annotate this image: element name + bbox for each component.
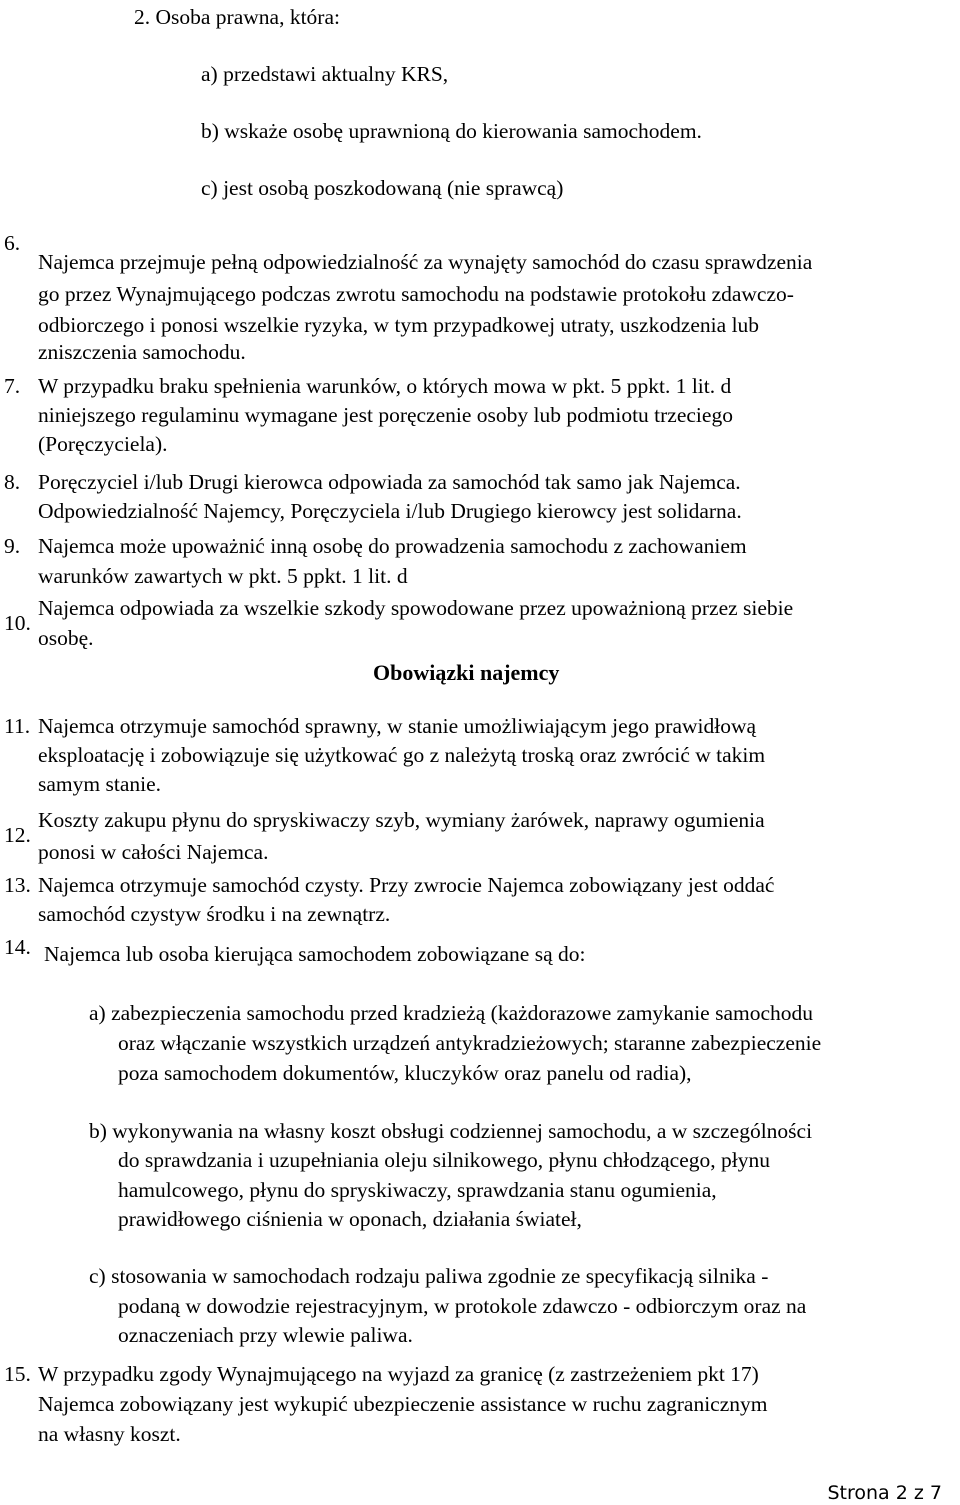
item-14-option-c-line-1: c) stosowania w samochodach rodzaju paliwa zgodnie ze specyfikacją silnika -: [89, 1264, 769, 1288]
item-6-line-3: odbiorczego i ponosi wszelkie ryzyka, w tym przypadkowej utraty, uszkodzenia lub: [38, 313, 760, 337]
item-15-line-2: Najemca zobowiązany jest wykupić ubezpieczenie assistance w ruchu zagranicznym: [38, 1392, 768, 1416]
item-14-option-b-line-3: hamulcowego, płynu do spryskiwaczy, sprawdzania stanu ogumienia,: [118, 1178, 717, 1202]
item-7-line-3: (Poręczyciela).: [38, 432, 168, 456]
item-15-line-3: na własny koszt.: [38, 1422, 181, 1446]
item-8-line-1: Poręczyciel i/lub Drugi kierowca odpowiada za samochód tak samo jak Najemca.: [38, 470, 741, 494]
item-10-number: 10.: [4, 611, 31, 635]
item-14-option-c-line-3: oznaczeniach przy wlewie paliwa.: [118, 1323, 413, 1347]
item-14-option-a-line-2: oraz włączanie wszystkich urządzeń antykradzieżowych; staranne zabezpieczenie: [118, 1031, 822, 1055]
item-14-option-c-line-2: podaną w dowodzie rejestracyjnym, w protokole zdawczo - odbiorczym oraz na: [118, 1294, 807, 1318]
page-counter-label: Strona: [827, 1482, 890, 1504]
item-11-number: 11.: [4, 714, 31, 738]
item-13-line-2: samochód czystyw środku i na zewnątrz.: [38, 902, 391, 926]
item-14-option-b-line-2: do sprawdzania i uzupełniania oleju silnikowego, płynu chłodzącego, płynu: [118, 1148, 770, 1172]
item-2-option-b: b) wskaże osobę uprawnioną do kierowania samochodem.: [201, 119, 702, 143]
item-14-line-1: Najemca lub osoba kierująca samochodem zobowiązane są do:: [44, 942, 586, 966]
item-6-number: 6.: [4, 231, 21, 255]
item-8-number: 8.: [4, 470, 21, 494]
item-7-number: 7.: [4, 374, 21, 398]
item-14-option-b-line-1: b) wykonywania na własny koszt obsługi codziennej samochodu, a w szczególności: [89, 1119, 813, 1143]
item-10-line-2: osobę.: [38, 626, 94, 650]
item-15-number: 15.: [4, 1362, 31, 1386]
item-13-number: 13.: [4, 873, 31, 897]
item-10-line-1: Najemca odpowiada za wszelkie szkody spowodowane przez upoważnioną przez siebie: [38, 596, 794, 620]
item-14-number: 14.: [4, 935, 31, 959]
item-9-line-1: Najemca może upoważnić inną osobę do prowadzenia samochodu z zachowaniem: [38, 534, 747, 558]
item-14-option-a-line-1: a) zabezpieczenia samochodu przed kradzieżą (każdorazowe zamykanie samochodu: [89, 1001, 814, 1025]
section-heading: Obowiązki najemcy: [373, 660, 560, 685]
item-2-option-c: c) jest osobą poszkodowaną (nie sprawcą): [201, 176, 564, 200]
page-counter: [827, 1484, 942, 1503]
item-11-line-2: eksploatację i zobowiązuje się użytkować go z należytą troską oraz zwrócić w takim: [38, 743, 766, 767]
item-15-line-1: W przypadku zgody Wynajmującego na wyjazd za granicę (z zastrzeżeniem pkt 17): [38, 1362, 759, 1386]
item-12-line-2: ponosi w całości Najemca.: [38, 840, 269, 864]
item-9-line-2: warunków zawartych w pkt. 5 ppkt. 1 lit. d: [38, 564, 408, 588]
item-11-line-1: Najemca otrzymuje samochód sprawny, w stanie umożliwiającym jego prawidłową: [38, 714, 757, 738]
item-12-line-1: Koszty zakupu płynu do spryskiwaczy szyb, wymiany żarówek, naprawy ogumienia: [38, 808, 765, 832]
item-12-number: 12.: [4, 823, 31, 847]
item-2-title: 2. Osoba prawna, która:: [134, 5, 340, 29]
item-11-line-3: samym stanie.: [38, 772, 162, 796]
item-13-line-1: Najemca otrzymuje samochód czysty. Przy zwrocie Najemca zobowiązany jest oddać: [38, 873, 775, 897]
item-2-option-a: a) przedstawi aktualny KRS,: [201, 62, 449, 86]
item-14-option-b-line-4: prawidłowego ciśnienia w oponach, działania świateł,: [118, 1207, 582, 1231]
item-7-line-1: W przypadku braku spełnienia warunków, o których mowa w pkt. 5 ppkt. 1 lit. d: [38, 374, 732, 398]
item-6-line-2: go przez Wynajmującego podczas zwrotu samochodu na podstawie protokołu zdawczo-: [38, 282, 794, 306]
item-14-option-a-line-3: poza samochodem dokumentów, kluczyków oraz panelu od radia),: [118, 1061, 692, 1085]
page-counter-separator: z: [913, 1482, 924, 1504]
page-counter-current: 2: [895, 1482, 908, 1504]
page-counter-total: 7: [929, 1482, 942, 1504]
item-9-number: 9.: [4, 534, 21, 558]
item-8-line-2: Odpowiedzialność Najemcy, Poręczyciela i/lub Drugiego kierowcy jest solidarna.: [38, 499, 742, 523]
item-7-line-2: niniejszego regulaminu wymagane jest poręczenie osoby lub podmiotu trzeciego: [38, 403, 733, 427]
item-6-line-4: zniszczenia samochodu.: [38, 340, 246, 364]
item-6-line-1: Najemca przejmuje pełną odpowiedzialność za wynajęty samochód do czasu sprawdzenia: [38, 250, 813, 274]
